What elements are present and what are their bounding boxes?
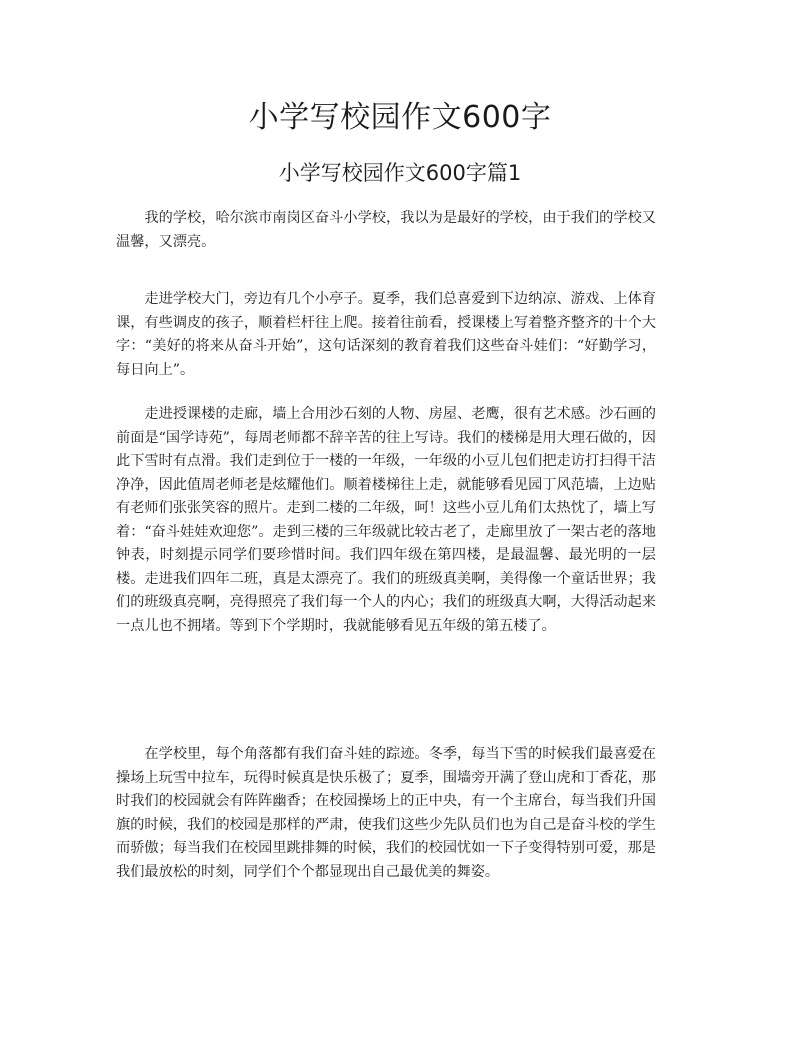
document-title: 小学写校园作文600字 xyxy=(248,100,552,135)
paragraph-campus-seasons: 在学校里，每个角落都有我们奋斗娃的踪迹。冬季，每当下雪的时候我们最喜爱在操场上玩雪中拉车，玩得时候真是快乐极了；夏季，围墙旁开满了登山虎和丁香花，那时我们的校园就会有阵阵幽香；在校园操场上的正中央，有一个主席台，每当我们升国旗的时候，我们的校园是那样的严肃，使我们这些少先队员们也为自己是奋斗校的学生而骄傲；每当我们在校园里跳排舞的时候，我们的校园忧如一下子变得特别可爱，那是我们最放松的时刻，同学们个个都显现出自己最优美的舞姿。 xyxy=(116,746,656,880)
paragraph-school-gate: 走进学校大门，旁边有几个小亭子。夏季，我们总喜爱到下边纳凉、游戏、上体育课，有些调皮的孩子，顺着栏杆往上爬。接着往前看，授课楼上写着整齐整齐的十个大字：“美好的将来从奋斗开始”，这句话深刻的教育着我们这些奋斗娃们：“好勤学习，每日向上”。 xyxy=(116,291,656,378)
paragraph-teaching-building: 走进授课楼的走廊，墙上合用沙石刻的人物、房屋、老鹰，很有艺术感。沙石画的前面是“国学诗苑”，每周老师都不辞辛苦的往上写诗。我们的楼梯是用大理石做的，因此下雪时有点滑。我们走到位于一楼的一年级，一年级的小豆儿包们把走访打扫得干洁净净，因此值周老师老是炫耀他们。顺着楼梯往上走，就能够看见园丁风范墙，上边贴有老师们张张笑容的照片。走到二楼的二年级，呵！这些小豆儿角们太热忱了，墙上写着：“奋斗娃娃欢迎您”。走到三楼的三年级就比较古老了，走廊里放了一架古老的落地钟表，时刻提示同学们要珍惜时间。我们四年级在第四楼，是最温馨、最光明的一层楼。走进我们四年二班，真是太漂亮了。我们的班级真美啊，美得像一个童话世界；我们的班级真亮啊，亮得照亮了我们每一个人的内心；我们的班级真大啊，大得活动起来一点儿也不拥堵。等到下个学期时，我就能够看见五年级的第五楼了。 xyxy=(116,406,656,634)
paragraph-intro: 我的学校，哈尔滨市南岗区奋斗小学校，我以为是最好的学校，由于我们的学校又温馨，又漂亮。 xyxy=(116,210,656,250)
document-subtitle: 小学写校园作文600字篇1 xyxy=(278,161,522,185)
